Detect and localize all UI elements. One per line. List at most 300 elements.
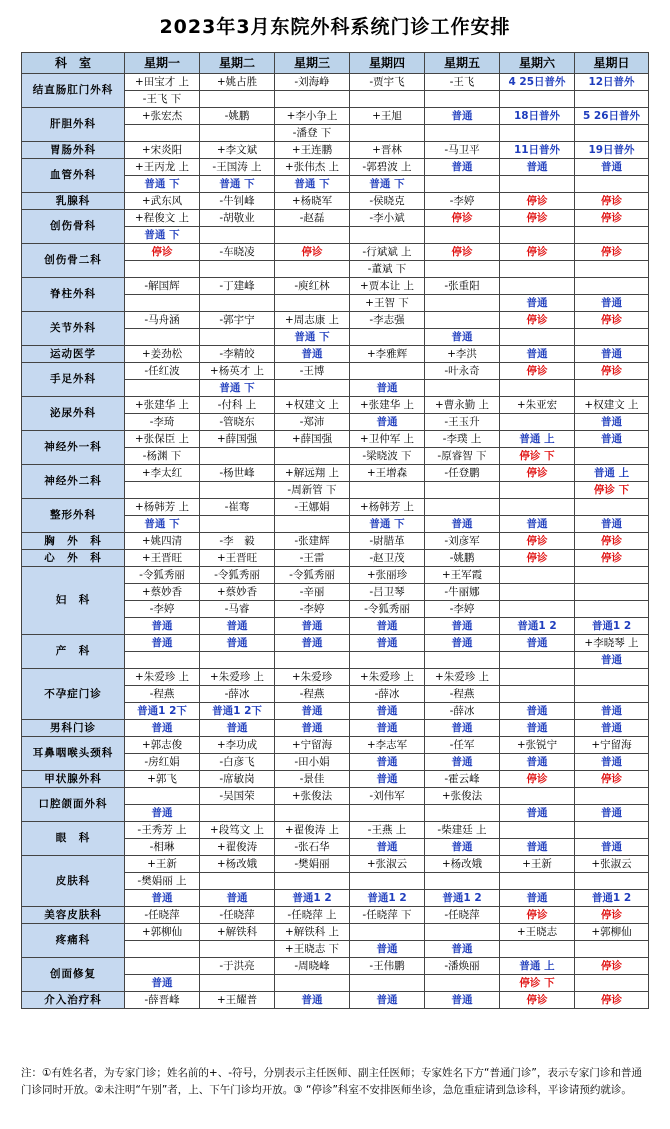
schedule-cell: -牛钊峰 [200,193,275,210]
schedule-cell: -王秀芳 上 [125,822,200,839]
department-name: 手足外科 [22,363,125,397]
schedule-cell: +杨英才 上 [200,363,275,380]
schedule-cell: -贾宇飞 [350,74,425,91]
schedule-cell: -刘海峥 [275,74,350,91]
schedule-cell: 停诊 [575,312,649,329]
department-name: 结直肠肛门外科 [22,74,125,108]
schedule-cell: 普通 [500,295,575,312]
schedule-cell: 停诊 [575,533,649,550]
schedule-cell: -吴国荣 [200,788,275,805]
schedule-cell: +张锐宁 [500,737,575,754]
schedule-cell: -白彦飞 [200,754,275,771]
schedule-cell: +李志军 [350,737,425,754]
schedule-cell: +曹永勤 上 [425,397,500,414]
schedule-cell: -景佳 [275,771,350,788]
schedule-cell: -任晓萍 [200,907,275,924]
schedule-cell [575,125,649,142]
schedule-cell: +王晋旺 [200,550,275,567]
schedule-cell: -吕卫琴 [350,584,425,601]
schedule-cell: 普通 [575,805,649,822]
schedule-cell [275,805,350,822]
schedule-cell: -李婷 [275,601,350,618]
department-name: 妇 科 [22,567,125,635]
schedule-row [22,159,649,176]
schedule-cell: 普通 [200,635,275,652]
schedule-cell [500,125,575,142]
schedule-cell [125,788,200,805]
schedule-cell [425,873,500,890]
schedule-cell [500,261,575,278]
schedule-cell [200,91,275,108]
schedule-row [22,567,649,584]
department-name: 血管外科 [22,159,125,193]
schedule-cell: +王军霞 [425,567,500,584]
schedule-cell [500,380,575,397]
schedule-cell: -郭碧波 上 [350,159,425,176]
department-name: 脊柱外科 [22,278,125,312]
schedule-cell: +晋林 [350,142,425,159]
schedule-cell: -郭宇宁 [200,312,275,329]
department-name: 疼痛科 [22,924,125,958]
schedule-cell: 普通 [350,635,425,652]
department-name: 整形外科 [22,499,125,533]
schedule-cell: 普通 [425,329,500,346]
schedule-cell: 停诊 [275,244,350,261]
schedule-cell [425,499,500,516]
schedule-cell: 停诊 [500,312,575,329]
schedule-row [22,924,649,941]
schedule-cell: +王晓志 [500,924,575,941]
department-name: 心 外 科 [22,550,125,567]
schedule-row [22,397,649,414]
schedule-cell [500,499,575,516]
schedule-cell: +李小争上 [275,108,350,125]
schedule-cell: -辛丽 [275,584,350,601]
schedule-row [22,363,649,380]
schedule-cell: +王晓志 下 [275,941,350,958]
schedule-cell: 普通 [125,890,200,907]
schedule-cell: 停诊 [575,193,649,210]
schedule-cell: 普通1 2下 [125,703,200,720]
schedule-row [22,856,649,873]
schedule-cell [350,482,425,499]
schedule-row [22,533,649,550]
schedule-cell: 停诊 [575,771,649,788]
schedule-row [22,635,649,652]
schedule-cell: +张淑云 [575,856,649,873]
schedule-cell: 停诊 下 [575,482,649,499]
schedule-cell [350,363,425,380]
schedule-cell: 普通 上 [500,431,575,448]
schedule-cell [125,482,200,499]
schedule-cell [425,482,500,499]
schedule-cell [575,176,649,193]
schedule-cell: +杨改娥 [425,856,500,873]
schedule-cell: +翟俊涛 上 [275,822,350,839]
schedule-cell: 普通 [275,703,350,720]
schedule-cell: 停诊 [125,244,200,261]
schedule-cell [275,652,350,669]
schedule-cell: 停诊 [500,550,575,567]
schedule-row [22,788,649,805]
schedule-cell: 普通 [350,618,425,635]
schedule-cell: 普通 [275,635,350,652]
schedule-cell: -田小娟 [275,754,350,771]
schedule-cell: 普通 [200,720,275,737]
department-name: 口腔颌面外科 [22,788,125,822]
schedule-cell: -张建辉 [275,533,350,550]
schedule-cell [125,941,200,958]
schedule-cell: 普通1 2 [350,890,425,907]
schedule-cell: 停诊 [500,907,575,924]
schedule-cell: -张重阳 [425,278,500,295]
schedule-cell: 普通 下 [275,176,350,193]
schedule-cell: -赵卫茂 [350,550,425,567]
schedule-cell: 普通1 2下 [200,703,275,720]
schedule-cell: -李璞 上 [425,431,500,448]
schedule-cell: -杨渊 下 [125,448,200,465]
schedule-cell [575,567,649,584]
schedule-cell: 18日普外 [500,108,575,125]
schedule-cell: 普通 上 [500,958,575,975]
schedule-cell: -赵磊 [275,210,350,227]
schedule-cell: 普通 [425,941,500,958]
schedule-cell: -牛丽娜 [425,584,500,601]
schedule-cell: 普通 [425,618,500,635]
schedule-cell [425,91,500,108]
schedule-cell: -薛冰 [200,686,275,703]
schedule-cell: -丁建峰 [200,278,275,295]
schedule-cell: +王智 下 [350,295,425,312]
schedule-cell: -刘伟军 [350,788,425,805]
schedule-cell: 停诊 [575,550,649,567]
schedule-cell: 普通 [425,720,500,737]
header-sunday: 星期日 [575,53,649,74]
schedule-cell: -王燕 上 [350,822,425,839]
schedule-cell: +郭飞 [125,771,200,788]
schedule-cell [200,941,275,958]
schedule-cell: -王博 [275,363,350,380]
schedule-cell: 普通 [500,346,575,363]
schedule-cell [200,125,275,142]
schedule-cell: +杨晓军 [275,193,350,210]
schedule-cell: +王新 [125,856,200,873]
schedule-cell: 停诊 [575,992,649,1009]
schedule-cell [575,278,649,295]
department-name: 泌尿外科 [22,397,125,431]
schedule-cell: +王旭 [350,108,425,125]
schedule-cell [275,261,350,278]
schedule-cell: -姚鹏 [425,550,500,567]
header-monday: 星期一 [125,53,200,74]
schedule-cell: +翟俊涛 [200,839,275,856]
schedule-cell [500,227,575,244]
schedule-cell: 停诊 [500,533,575,550]
schedule-cell: +解远翔 上 [275,465,350,482]
schedule-cell: +姚四清 [125,533,200,550]
schedule-cell: 普通 下 [350,516,425,533]
schedule-cell [275,295,350,312]
department-name: 创伤骨科 [22,210,125,244]
schedule-cell: 停诊 [575,958,649,975]
schedule-cell [575,788,649,805]
schedule-cell: 普通 下 [200,176,275,193]
schedule-cell: -薛冰 [350,686,425,703]
schedule-cell: -王娜娟 [275,499,350,516]
schedule-cell: +李雅辉 [350,346,425,363]
schedule-cell: +杨改娥 [200,856,275,873]
schedule-cell: 普通 下 [125,176,200,193]
schedule-cell [425,176,500,193]
schedule-cell: -原睿智 下 [425,448,500,465]
schedule-cell [575,873,649,890]
schedule-cell [350,227,425,244]
schedule-row [22,720,649,737]
schedule-cell: 普通 [350,720,425,737]
department-name: 运动医学 [22,346,125,363]
department-name: 胃肠外科 [22,142,125,159]
schedule-cell [500,567,575,584]
schedule-cell: -任晓萍 [125,907,200,924]
schedule-cell [275,227,350,244]
schedule-cell: 普通 [125,975,200,992]
schedule-cell [425,975,500,992]
schedule-cell: 普通 [575,516,649,533]
schedule-cell: -付科 上 [200,397,275,414]
schedule-cell: 12日普外 [575,74,649,91]
schedule-cell: 停诊 [500,771,575,788]
schedule-cell: 普通 [200,890,275,907]
schedule-cell: 停诊 下 [500,975,575,992]
schedule-cell [575,91,649,108]
schedule-cell: 普通 下 [125,516,200,533]
schedule-cell: 普通 [425,108,500,125]
schedule-cell: 普通 [575,703,649,720]
schedule-cell: +卫仲军 上 [350,431,425,448]
schedule-cell: -令狐秀丽 [350,601,425,618]
schedule-cell: +蔡妙香 [125,584,200,601]
schedule-cell: +王新 [500,856,575,873]
schedule-cell: -王飞 [425,74,500,91]
schedule-cell: 19日普外 [575,142,649,159]
schedule-cell: 普通 [350,703,425,720]
schedule-cell: +郭柳仙 [125,924,200,941]
schedule-cell [500,669,575,686]
department-name: 产 科 [22,635,125,669]
schedule-cell: 停诊 [500,244,575,261]
schedule-cell: -薛冰 [425,703,500,720]
schedule-cell: -李婷 [125,601,200,618]
schedule-row [22,312,649,329]
schedule-cell: -叶永奇 [425,363,500,380]
schedule-cell: +张建华 上 [350,397,425,414]
schedule-cell [575,584,649,601]
schedule-cell [200,482,275,499]
schedule-row [22,74,649,91]
schedule-cell [275,448,350,465]
department-name: 耳鼻咽喉头颈科 [22,737,125,771]
schedule-cell: 普通 [425,159,500,176]
schedule-cell: 普通1 2 [425,890,500,907]
schedule-cell: -令狐秀丽 [125,567,200,584]
schedule-cell: 普通 [575,754,649,771]
schedule-cell [350,805,425,822]
schedule-cell: 普通 下 [125,227,200,244]
schedule-cell: +薛国强 [275,431,350,448]
schedule-cell: -霍云峰 [425,771,500,788]
schedule-row [22,278,649,295]
schedule-cell: +李功成 [200,737,275,754]
schedule-cell: +张丽珍 [350,567,425,584]
schedule-cell: +李晓琴 上 [575,635,649,652]
schedule-cell [575,686,649,703]
schedule-cell [575,975,649,992]
schedule-row [22,669,649,686]
schedule-cell [350,924,425,941]
schedule-cell: -李小斌 [350,210,425,227]
schedule-cell [125,958,200,975]
department-name: 皮肤科 [22,856,125,907]
schedule-cell: 普通 [575,652,649,669]
footnote: 注：①有姓名者，为专家门诊；姓名前的+、-符号，分别表示主任医师、副主任医师；专家姓名下方“普通门诊”，表示专家门诊和普通门诊同时开放。②未注明“午别”者，上、下午门诊均开放。③ “停诊”科室不安排医师坐诊，急危重症请到急诊科，平诊请预约就诊。 [21,1067,642,1096]
schedule-cell [500,873,575,890]
schedule-cell: 普通 [350,754,425,771]
schedule-row [22,958,649,975]
schedule-cell: 普通 下 [350,176,425,193]
schedule-cell [575,669,649,686]
schedule-cell: -张石华 [275,839,350,856]
schedule-cell: 普通 [500,516,575,533]
schedule-row [22,499,649,516]
schedule-cell: -崔骞 [200,499,275,516]
schedule-cell: -程燕 [425,686,500,703]
schedule-cell: 普通1 2 [575,890,649,907]
schedule-cell: 普通 [125,805,200,822]
schedule-cell: 普通 [425,635,500,652]
department-name: 甲状腺外科 [22,771,125,788]
schedule-cell [425,125,500,142]
schedule-cell [500,91,575,108]
schedule-cell: +周志康 上 [275,312,350,329]
schedule-cell [425,380,500,397]
schedule-cell [425,295,500,312]
schedule-cell: +郭柳仙 [575,924,649,941]
schedule-cell: 4 25日普外 [500,74,575,91]
schedule-row [22,346,649,363]
schedule-cell: 停诊 [500,363,575,380]
schedule-cell: 停诊 [425,244,500,261]
schedule-cell: 普通 下 [200,380,275,397]
schedule-cell: -任晓萍 上 [275,907,350,924]
schedule-cell [500,414,575,431]
schedule-cell: 普通 [125,720,200,737]
schedule-cell: -于洪亮 [200,958,275,975]
schedule-cell: -庾红林 [275,278,350,295]
schedule-cell [200,805,275,822]
schedule-cell: -侯晓克 [350,193,425,210]
schedule-cell [200,873,275,890]
schedule-cell: +王连鹏 [275,142,350,159]
schedule-cell: +权建文 上 [575,397,649,414]
schedule-cell [125,652,200,669]
schedule-cell: -房红娟 [125,754,200,771]
department-name: 男科门诊 [22,720,125,737]
schedule-cell [350,125,425,142]
schedule-cell: 普通 [200,618,275,635]
department-name: 关节外科 [22,312,125,346]
schedule-cell: -马卫平 [425,142,500,159]
schedule-cell: +宁留海 [575,737,649,754]
schedule-cell [575,499,649,516]
schedule-cell [425,227,500,244]
schedule-cell: +王晋旺 [125,550,200,567]
schedule-cell: -李志强 [350,312,425,329]
schedule-cell: 普通1 2 [275,890,350,907]
schedule-cell [125,295,200,312]
schedule-cell: 普通 [500,754,575,771]
schedule-row [22,193,649,210]
header-wednesday: 星期三 [275,53,350,74]
schedule-cell [500,941,575,958]
schedule-row [22,108,649,125]
schedule-cell: 停诊 [500,992,575,1009]
schedule-cell: 普通 [500,720,575,737]
schedule-cell: -潘焕丽 [425,958,500,975]
schedule-cell [350,975,425,992]
schedule-cell [425,805,500,822]
schedule-cell [200,975,275,992]
schedule-cell: -薛晋峰 [125,992,200,1009]
schedule-row [22,142,649,159]
schedule-cell: -董斌 下 [350,261,425,278]
department-name: 神经外二科 [22,465,125,499]
schedule-cell: +张宏杰 [125,108,200,125]
schedule-cell: -任红波 [125,363,200,380]
schedule-row [22,550,649,567]
schedule-cell [200,261,275,278]
schedule-cell: 普通 [425,839,500,856]
schedule-cell: 普通 [350,380,425,397]
schedule-cell: -柴建廷 上 [425,822,500,839]
schedule-cell: -相琳 [125,839,200,856]
schedule-cell: 普通 [125,618,200,635]
schedule-cell: 普通 [500,635,575,652]
schedule-cell: +朱爱珍 上 [350,669,425,686]
schedule-cell: +薛国强 [200,431,275,448]
schedule-cell: 普通 [275,992,350,1009]
schedule-cell [500,788,575,805]
schedule-cell [200,295,275,312]
schedule-cell [500,482,575,499]
schedule-cell: -程燕 [125,686,200,703]
schedule-cell: 普通 [500,839,575,856]
schedule-cell: 普通 [575,720,649,737]
schedule-cell: -李精皎 [200,346,275,363]
schedule-cell: 停诊 [425,210,500,227]
schedule-cell [575,329,649,346]
schedule-cell: -李琦 [125,414,200,431]
schedule-cell: -李 毅 [200,533,275,550]
schedule-cell: 5 26日普外 [575,108,649,125]
schedule-cell: 普通 [350,992,425,1009]
department-name: 美容皮肤科 [22,907,125,924]
schedule-cell: +程俊文 上 [125,210,200,227]
schedule-cell: 停诊 [575,210,649,227]
schedule-cell [125,125,200,142]
schedule-cell [575,601,649,618]
schedule-cell: +张建华 上 [125,397,200,414]
schedule-cell: -梁晓波 下 [350,448,425,465]
